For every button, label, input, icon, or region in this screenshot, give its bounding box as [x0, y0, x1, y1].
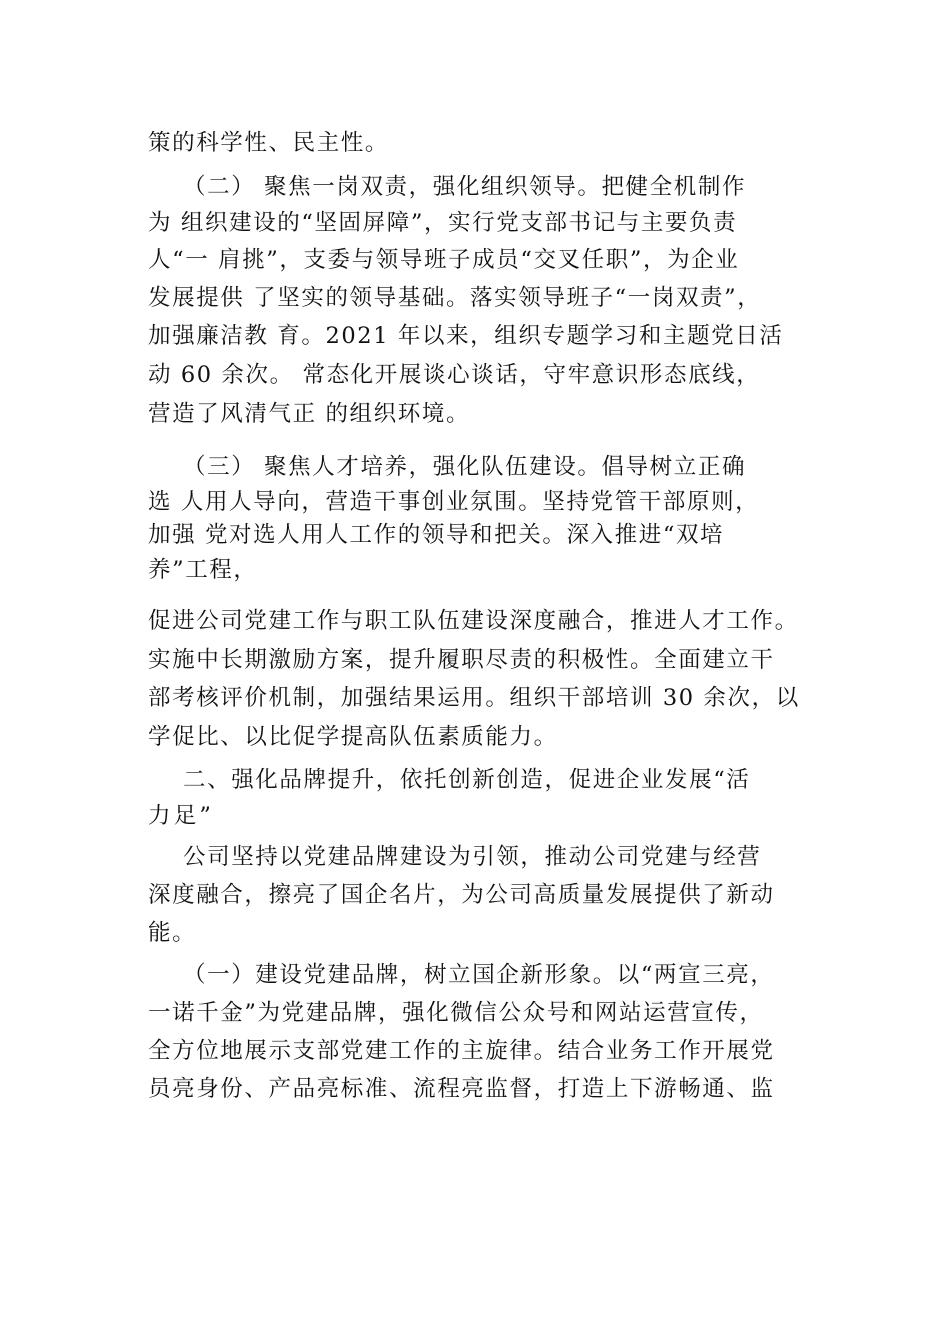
- text-line: 营造了风清气正 的组织环境。: [148, 401, 471, 427]
- text-line: （三） 聚焦人才培养，强化队伍建设。倡导树立正确: [148, 454, 747, 480]
- text-line: 为 组织建设的“坚固屏障”，实行党支部书记与主要负责: [148, 210, 738, 236]
- text-line: 促进公司党建工作与职工队伍建设深度融合，推进人才工作。: [148, 608, 799, 634]
- text-line: 加强廉洁教 育。2021 年以来，组织专题学习和主题党日活: [148, 323, 784, 349]
- text-line: 部考核评价机制，加强结果运用。组织干部培训 30 余次，以: [148, 685, 800, 711]
- text-line: 能。: [148, 920, 197, 946]
- text-line: 养”工程，: [148, 557, 258, 583]
- text-line: 员亮身份、产品亮标准、流程亮监督，打造上下游畅通、监: [148, 1076, 775, 1102]
- section-heading: 力足”: [148, 803, 215, 829]
- text-line: （一）建设党建品牌，树立国企新形象。以“两宣三亮，: [148, 962, 775, 988]
- text-line: 人“一 肩挑”，支委与领导班子成员“交叉任职”，为企业: [148, 247, 740, 273]
- text-line: （二） 聚焦一岗双责，强化组织领导。把健全机制作: [148, 174, 747, 200]
- text-line: 动 60 余次。 常态化开展谈心谈话，守牢意识形态底线，: [148, 362, 761, 388]
- text-line: 加强 党对选人用人工作的领导和把关。深入推进“双培: [148, 522, 725, 548]
- text-line: 公司坚持以党建品牌建设为引领，推动公司党建与经营: [148, 844, 762, 870]
- text-line: 一诺千金”为党建品牌，强化微信公众号和网站运营宣传，: [148, 1000, 764, 1026]
- section-heading: 二、强化品牌提升，依托创新创造，促进企业发展“活: [148, 767, 751, 793]
- text-line: 策的科学性、民主性。: [148, 130, 390, 156]
- text-line: 选 人用人导向，营造干事创业氛围。坚持党管干部原则，: [148, 489, 760, 515]
- text-line: 学促比、以比促学提高队伍素质能力。: [148, 724, 558, 750]
- text-line: 发展提供 了坚实的领导基础。落实领导班子“一岗双责”，: [148, 285, 762, 311]
- text-line: 全方位地展示支部党建工作的主旋律。结合业务工作开展党: [148, 1038, 775, 1064]
- text-line: 深度融合，擦亮了国企名片，为公司高质量发展提供了新动: [148, 882, 775, 908]
- text-line: 实施中长期激励方案，提升履职尽责的积极性。全面建立干: [148, 647, 775, 673]
